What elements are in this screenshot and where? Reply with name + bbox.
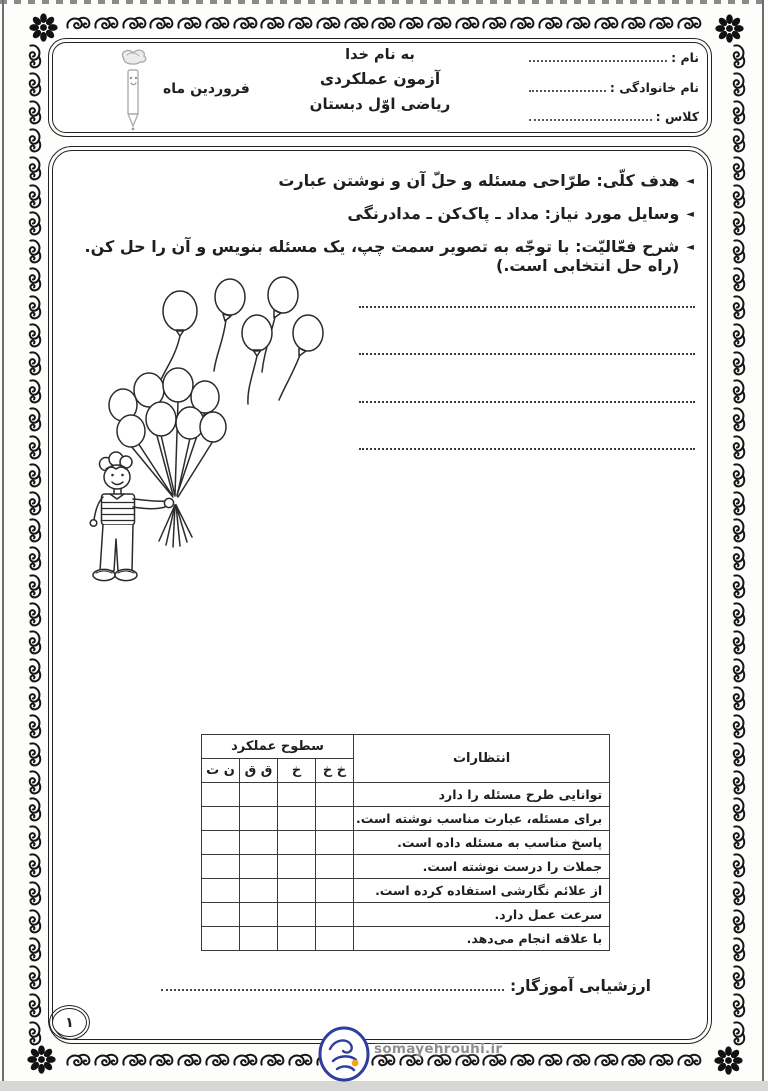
name-label: نام :	[671, 50, 699, 65]
table-row	[202, 831, 610, 855]
table-row	[202, 903, 610, 927]
rubric-cell[interactable]	[240, 879, 278, 903]
left-edge-rule	[2, 0, 4, 1081]
name-input-line[interactable]	[529, 60, 667, 62]
family-name-label: نام خانوادگی :	[609, 79, 699, 95]
corner-flower-icon	[714, 13, 745, 44]
rubric-cell[interactable]	[316, 807, 354, 831]
rubric-cell[interactable]	[278, 807, 316, 831]
watermark	[317, 1025, 502, 1083]
rubric-cell[interactable]	[240, 855, 278, 879]
rubric-cell[interactable]	[278, 879, 316, 903]
border-swirl-col-right	[727, 48, 749, 1042]
rubric-cell[interactable]	[316, 783, 354, 807]
name-field	[529, 50, 699, 65]
rubric-cell[interactable]	[202, 855, 240, 879]
rubric-cell[interactable]	[202, 903, 240, 927]
expectation-text: سرعت عمل دارد.	[354, 903, 610, 927]
answer-line[interactable]	[359, 306, 695, 308]
answer-line[interactable]	[359, 401, 695, 403]
goal-line	[66, 171, 694, 190]
activity-instructions	[66, 171, 694, 275]
tools-text: وسایل مورد نیاز: مداد ـ پاک‌کن ـ مدادرنگی	[347, 204, 680, 223]
class-input-line[interactable]	[529, 119, 652, 121]
rubric-cell[interactable]	[240, 807, 278, 831]
bullet-arrow-icon: ◄	[686, 209, 694, 220]
levels-header: سطوح عملکرد	[202, 735, 354, 759]
rubric-header-row	[202, 735, 610, 759]
table-row	[202, 927, 610, 951]
tools-line	[66, 204, 694, 223]
bismillah-text: به نام خدا	[345, 47, 415, 63]
exam-subtitle: ریاضی اوّل دبستان	[309, 95, 451, 113]
rubric-cell[interactable]	[202, 831, 240, 855]
balloon-boy-illustration	[65, 273, 337, 585]
description-line	[66, 237, 694, 275]
rubric-cell[interactable]	[202, 927, 240, 951]
family-name-input-line[interactable]	[529, 90, 606, 92]
goal-text: هدف کلّی: طرّاحی مسئله و حلّ آن و نوشتن عبارت	[278, 171, 680, 190]
class-label: کلاس :	[655, 109, 699, 124]
corner-flower-icon	[26, 1044, 57, 1075]
rubric-cell[interactable]	[316, 855, 354, 879]
rubric-cell[interactable]	[316, 903, 354, 927]
class-field	[529, 109, 699, 124]
answer-line[interactable]	[359, 448, 695, 450]
table-row	[202, 783, 610, 807]
rubric-cell[interactable]	[316, 831, 354, 855]
expectation-text: جملات را درست نوشته است.	[354, 855, 610, 879]
rubric-cell[interactable]	[316, 927, 354, 951]
rubric-cell[interactable]	[278, 831, 316, 855]
table-row	[202, 807, 610, 831]
teacher-evaluation-input-line[interactable]	[161, 989, 504, 991]
rubric-cell[interactable]	[240, 903, 278, 927]
description-text: شرح فعّالیّت: با توجّه به تصویر سمت چپ، یک مسئله بنویس و آن را حل کن. (راه حل انتخابی است.)	[84, 237, 680, 275]
rubric-cell[interactable]	[202, 879, 240, 903]
activity-box	[52, 150, 708, 1040]
level-acceptable: ق ق	[240, 759, 278, 783]
rubric-cell[interactable]	[240, 783, 278, 807]
teacher-evaluation-line	[161, 977, 651, 995]
level-good: خ	[278, 759, 316, 783]
student-info-fields	[529, 50, 699, 124]
watermark-text: somayehrouhi.ir	[374, 1041, 503, 1057]
right-edge-rule	[762, 0, 764, 1081]
border-swirl-col-left	[23, 48, 45, 1042]
month-label: فروردین ماه	[163, 81, 250, 97]
table-row	[202, 855, 610, 879]
bullet-arrow-icon: ◄	[686, 176, 694, 187]
corner-flower-icon	[28, 12, 59, 43]
teacher-evaluation-label: ارزشیابی آموزگار:	[510, 977, 651, 995]
answer-line[interactable]	[359, 353, 695, 355]
bullet-arrow-icon: ◄	[686, 242, 694, 253]
rubric-cell[interactable]	[278, 903, 316, 927]
expectation-text: پاسخ مناسب به مسئله داده است.	[354, 831, 610, 855]
expectation-text: از علائم نگارشی استفاده کرده است.	[354, 879, 610, 903]
corner-flower-icon	[713, 1045, 744, 1076]
pencil-cartoon-icon	[111, 47, 157, 131]
rubric-cell[interactable]	[316, 879, 354, 903]
rubric-cell[interactable]	[278, 927, 316, 951]
header-box	[52, 42, 708, 133]
expectation-text: توانایی طرح مسئله را دارد	[354, 783, 610, 807]
expectations-header: انتظارات	[354, 735, 610, 783]
exam-title: آزمون عملکردی	[319, 70, 441, 88]
expectation-text: با علاقه انجام می‌دهد.	[354, 927, 610, 951]
rubric-cell[interactable]	[278, 855, 316, 879]
rubric-cell[interactable]	[240, 927, 278, 951]
level-needs-effort: ن ت	[202, 759, 240, 783]
expectation-text: برای مسئله، عبارت مناسب نوشته است.	[354, 807, 610, 831]
rubric-cell[interactable]	[202, 807, 240, 831]
rubric-cell[interactable]	[278, 783, 316, 807]
rubric-cell[interactable]	[240, 831, 278, 855]
table-row	[202, 879, 610, 903]
rubric-table	[201, 734, 610, 951]
top-edge-ornament	[0, 0, 768, 4]
header-titles	[310, 47, 451, 113]
watermark-logo-icon	[317, 1025, 371, 1083]
page-number: ۱	[65, 1014, 74, 1031]
level-very-good: خ خ	[316, 759, 354, 783]
page-number-badge	[52, 1008, 87, 1037]
border-swirl-row-top	[66, 13, 702, 33]
family-name-field	[529, 80, 699, 95]
boy-figure	[90, 452, 173, 581]
rubric-cell[interactable]	[202, 783, 240, 807]
